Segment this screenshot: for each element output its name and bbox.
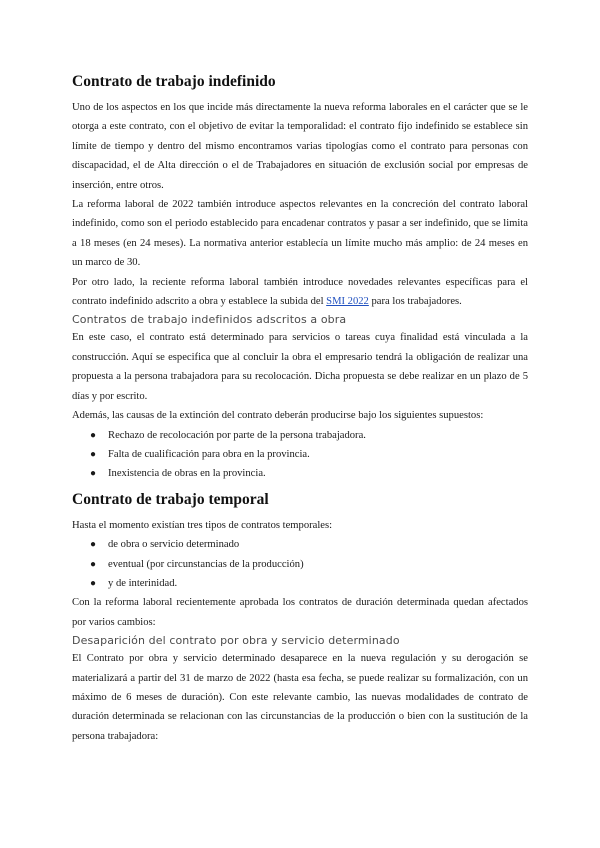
subsection-title-desaparicion: Desaparición del contrato por obra y servicio determinado (72, 634, 400, 648)
list-item-text: de obra o servicio determinado (108, 539, 240, 551)
list-item (72, 574, 528, 593)
list-item (72, 426, 528, 445)
list-item-text: y de interinidad. (108, 577, 178, 589)
paragraph: Uno de los aspectos en los que incide más directamente la nueva reforma laborales en el carácter que se le otorga a este contrato, con el objetivo de evitar la temporalidad: el contrato fijo indefinido se establece sin límite de tiempo y dentro del mismo encontramos varias tipologías como el contrato para personas con discapacidad, el de Alta dirección o el de Trabajadores en situación de exclusión social por empresas de inserción, entre otros. (72, 102, 528, 191)
list-item (72, 555, 528, 574)
bullet-icon: ● (90, 558, 97, 570)
bullet-icon: ● (90, 429, 97, 441)
section-title-temporal: Contrato de trabajo temporal (72, 490, 269, 508)
list-item (72, 445, 528, 464)
paragraph-text: Por otro lado, la reciente reforma laboral también introduce novedades relevantes específicas para el contrato indefinido adscrito a obra y establece la subida del (72, 276, 528, 308)
paragraph-text: para los trabajadores. (368, 296, 462, 308)
paragraph: Además, las causas de la extinción del contrato deberán producirse bajo los siguientes supuestos: (72, 410, 484, 422)
paragraph: Con la reforma laboral recientemente aprobada los contratos de duración determinada quedan afectados por varios cambios: (72, 597, 528, 628)
paragraph: Hasta el momento existían tres tipos de contratos temporales: (72, 519, 333, 531)
list-item-text: Inexistencia de obras en la provincia. (108, 468, 266, 480)
bullet-icon: ● (90, 539, 97, 551)
list-item-text: Rechazo de recolocación por parte de la persona trabajadora. (108, 429, 366, 441)
paragraph: El Contrato por obra y servicio determinado desaparece en la nueva regulación y su derogación se materializará a partir del 31 de marzo de 2022 (hasta esa fecha, se puede realizar su formalización, con un máximo de 6 meses de duración). Con este relevante cambio, las nuevas modalidades de contrato de duración determinada se relacionan con las circunstancias de la producción o bien con la sustitución de la persona trabajadora: (72, 653, 528, 742)
paragraph: La reforma laboral de 2022 también introduce aspectos relevantes en la concreción del contrato laboral indefinido, como son el periodo establecido para encadenar contratos y pasar a ser indefinido, que se limita a 18 meses (en 24 meses). La normativa anterior establecía un límite mucho más amplio: de 24 meses en un marco de 30. (72, 199, 528, 269)
paragraph: En este caso, el contrato está determinado para servicios o tareas cuya finalidad está vinculada a la construcción. Aquí se especifica que al concluir la obra el empresario tendrá la obligación de realizar una propuesta a la persona trabajadora para su recolocación. Dicha propuesta se debe realizar en un plazo de 5 días y por escrito. (72, 332, 528, 402)
subsection-title-adscritos-obra: Contratos de trabajo indefinidos adscritos a obra (72, 313, 347, 327)
list-item-text: Falta de cualificación para obra en la provincia. (108, 448, 310, 460)
bullet-icon: ● (90, 448, 97, 460)
section-title-indefinido: Contrato de trabajo indefinido (72, 73, 276, 90)
list-item-text: eventual (por circunstancias de la producción) (108, 558, 304, 570)
list-item (72, 535, 528, 554)
document-page (72, 72, 528, 746)
smi-2022-link[interactable]: SMI 2022 (326, 296, 369, 308)
bullet-icon: ● (90, 577, 97, 589)
bullet-icon: ● (90, 468, 97, 480)
list-item (72, 464, 528, 483)
paragraph-with-link (72, 273, 528, 312)
bullet-list-tipos (72, 535, 528, 593)
bullet-list-extincion (72, 426, 528, 484)
